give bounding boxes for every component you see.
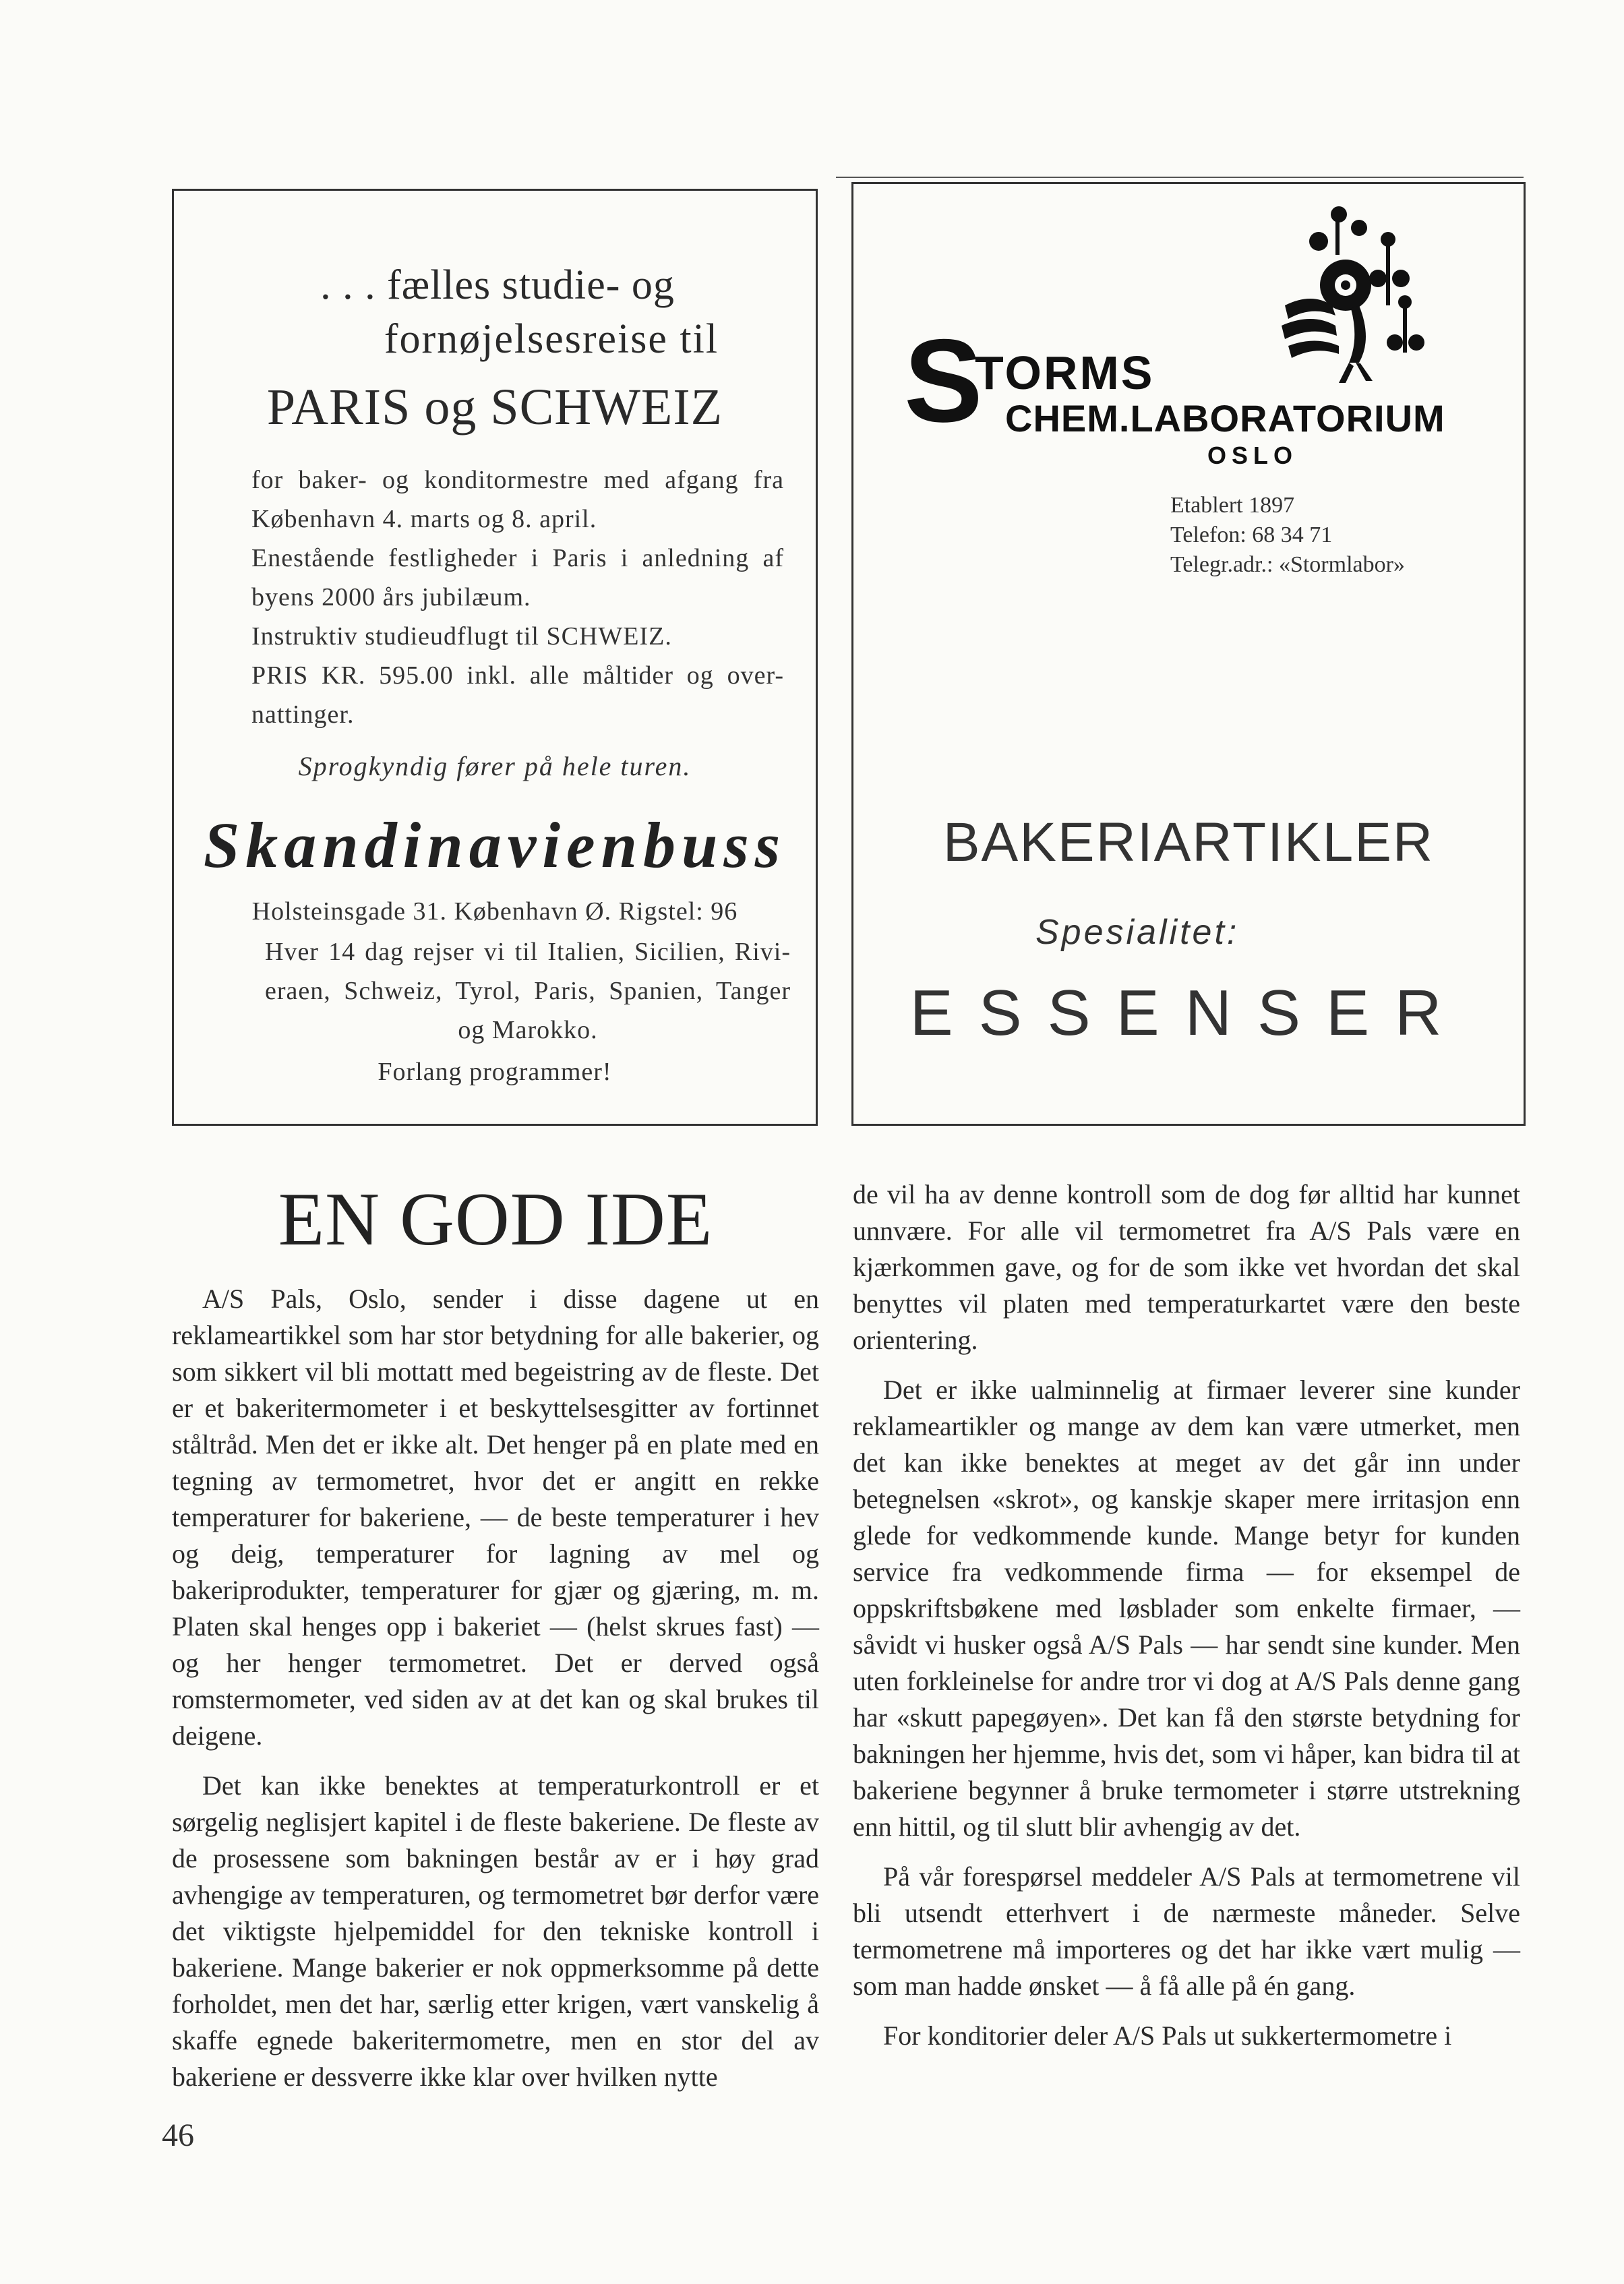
info-label: Etablert	[1170, 493, 1243, 518]
ad-details	[251, 460, 784, 734]
info-value: «Stormlabor»	[1278, 552, 1405, 577]
ad-detail-line: Enestående festligheder i Paris i anledning af	[251, 544, 784, 572]
logo-big-s: S	[904, 315, 983, 447]
ad-product: ESSENSER	[909, 977, 1468, 1049]
ad-company-name: Skandinavienbuss	[203, 809, 787, 881]
ad-detail-line: byens 2000 års jubilæum.	[251, 583, 531, 611]
article-title: EN GOD IDE	[278, 1178, 713, 1261]
logo-chem-lab: CHEM.LABORATORIUM	[1005, 397, 1445, 440]
ad-tours	[265, 932, 791, 1050]
travel-advertisement	[172, 189, 818, 1126]
ad-detail-line: for baker- og konditormestre med afgang fra	[251, 466, 784, 494]
info-value: 68 34 71	[1252, 522, 1333, 547]
laboratory-advertisement	[851, 182, 1526, 1126]
article-column-right	[853, 1176, 1520, 2054]
ad-subheadline: Spesialitet:	[1035, 913, 1240, 952]
logo-oslo: OSLO	[1207, 442, 1298, 469]
article-paragraph: Det er ikke ualminnelig at firmaer leverer sine kunder reklameartikler og mange av dem kan være utmerket, men det kan ikke benektes at meget av det går inn under betegnelsen «skrot», og kanskje skaper mere irritasjon enn glede for vedkommende kunde. Mange betyr for kunden service fra vedkommende firma — for eksempel de oppskriftsbøkene med løsblader som enkelte firmaer, — såvidt vi husker også A/S Pals — har sendt sine kunder. Men uten forkleinelse for andre tror vi dog at A/S Pals denne gang har «skutt papegøyen». Det kan få den største betydning for bakningen her hjemme, hvis det, som vi håper, kan bidra til at bakeriene begynner å bruke termometer i større utstrekning enn hittil, og til slutt blir avhengig av det.	[853, 1375, 1520, 1842]
ad-heading-line1: . . . fælles studie- og	[320, 262, 675, 308]
info-label: Telegr.adr.:	[1170, 552, 1273, 577]
ad-heading-line2: fornøjelsesreise til	[384, 316, 719, 362]
ad-cta: Forlang programmer!	[378, 1058, 612, 1086]
top-rule	[836, 177, 1524, 178]
ad-tours-line: og Marokko.	[458, 1016, 598, 1044]
ad-tours-line: eraen, Schweiz, Tyrol, Paris, Spanien, Tanger	[265, 977, 791, 1005]
article-paragraph: A/S Pals, Oslo, sender i disse dagene ut en reklameartikkel som har stor betydning for alle bakerier, og som sikkert vil bli mottatt med begeistring av de fleste. Det er et bakeritermometer i et beskyttelsesgitter av fortinnet ståltråd. Men det er ikke alt. Det henger på en plate med en tegning av termometret, hvor det er angitt en rekke temperaturer for bakeriene, — de beste temperaturer i hev og deig, temperaturer for lagning av mel og bakeriprodukter, temperaturer for gjær og gjæring, m. m. Platen skal henges opp i bakeriet — (helst skrues fast) — og her henger termometret. Det er derved også romstermometer, ved siden av at det kan og skal brukes til deigene.	[172, 1284, 819, 1751]
info-value: 1897	[1249, 493, 1295, 518]
article-paragraph: Det kan ikke benektes at temperaturkontroll er et sørgelig neglisjert kapitel i de fleste bakeriene. De fleste av de prosessene som bakningen består av er i høy grad avhengige av temperaturen, og termometret bør derfor være det viktigste hjelpemiddel for den tekniske kontroll i bakeriene. Mange bakerier er nok oppmerksomme på dette forholdet, men det har, særlig etter krigen, vært vanskelig å skaffe egnede bakeritermometre, men en stor del av bakeriene er dessverre ikke klar over hvilken nytte	[172, 1770, 819, 2092]
ad-destination: PARIS og SCHWEIZ	[266, 379, 723, 435]
ad-detail-line: nattinger.	[251, 700, 355, 729]
info-row	[1170, 520, 1440, 550]
article-paragraph: For konditorier deler A/S Pals ut sukkertermometre i	[883, 2020, 1452, 2051]
ad-address: Holsteinsgade 31. København Ø. Rigstel: 96	[251, 897, 738, 926]
info-row	[1170, 550, 1440, 580]
page-number: 46	[162, 2117, 194, 2153]
company-info	[1170, 491, 1440, 580]
article-column-left	[172, 1281, 819, 2095]
logo-torms: TORMS	[975, 347, 1155, 399]
ad-detail-line: PRIS KR. 595.00 inkl. alle måltider og over-	[251, 661, 784, 690]
ad-detail-line: Instruktiv studieudflugt til SCHWEIZ.	[251, 622, 672, 651]
ad-guide-note: Sprogkyndig fører på hele turen.	[298, 751, 692, 781]
article-paragraph: de vil ha av denne kontroll som de dog før alltid har kunnet unnvære. For alle vil termometret fra A/S Pals være en kjærkommen gave, og for de som ikke vet hvordan det skal benyttes vil platen med temperaturkartet være den beste orientering.	[853, 1179, 1520, 1355]
info-label: Telefon:	[1170, 522, 1246, 547]
info-row	[1170, 491, 1440, 520]
article-paragraph: På vår forespørsel meddeler A/S Pals at termometrene vil bli utsendt etterhvert i de nærmeste måneder. Selve termometrene må importeres og det har ikke vært mulig — som man hadde ønsket — å få alle på én gang.	[853, 1861, 1520, 2001]
ad-headline: BAKERIARTIKLER	[942, 812, 1435, 873]
ad-tours-line: Hver 14 dag rejser vi til Italien, Sicilien, Rivi-	[265, 938, 791, 966]
storms-logo	[904, 315, 1470, 469]
ad-detail-line: København 4. marts og 8. april.	[251, 505, 597, 533]
